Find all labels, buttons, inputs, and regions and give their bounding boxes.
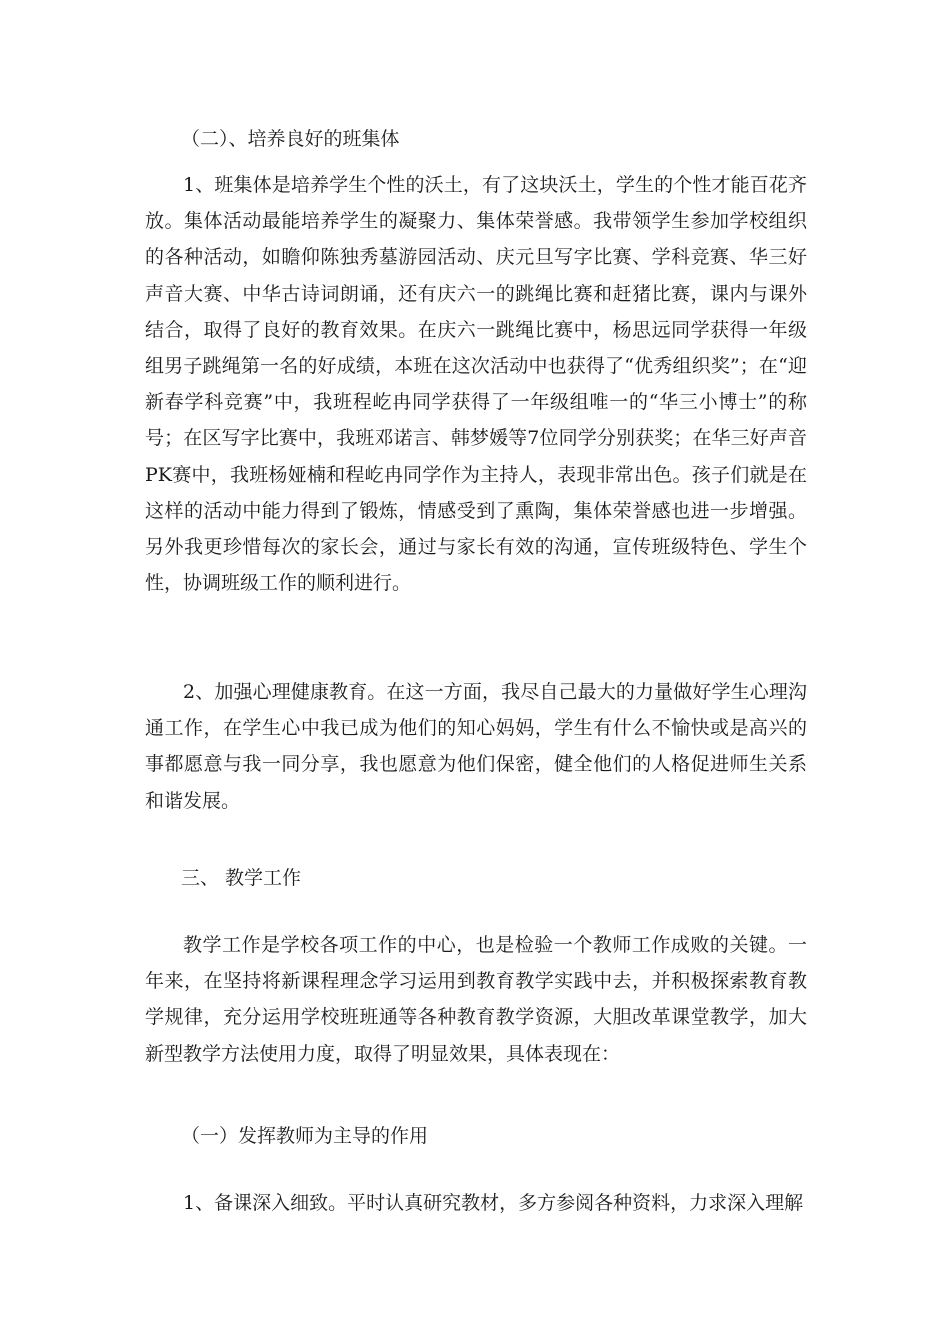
section-heading-teaching-work: 三、 教学工作: [181, 867, 302, 889]
section-heading-class-building: （二）、培养良好的班集体: [181, 128, 400, 150]
paragraph-teaching-work: 教学工作是学校各项工作的中心，也是检验一个教师工作成败的关键。一年来，在坚持将新课程理念学习运用到教育教学实践中去，并积极探索教育教学规律，充分运用学校班班通等各种教育教学资源，大胆改革课堂教学，加大新型教学方法使用力度，取得了明显效果，具体表现在：: [145, 934, 807, 1065]
paragraph-class-collective: 1、班集体是培养学生个性的沃土，有了这块沃土，学生的个性才能百花齐放。集体活动最能培养学生的凝聚力、集体荣誉感。我带领学生参加学校组织的各种活动，如瞻仰陈独秀墓游园活动、庆元旦写字比赛、学科竞赛、华三好声音大赛、中华古诗词朗诵，还有庆六一的跳绳比赛和赶猪比赛，课内与课外结合，取得了良好的教育效果。在庆六一跳绳比赛中，杨思远同学获得一年级组男子跳绳第一名的好成绩，本班在这次活动中也获得了“优秀组织奖”；在“迎新春学科竞赛”中，我班程屹冉同学获得了一年级组唯一的“华三小博士”的称号；在区写字比赛中，我班邓诺言、韩梦媛等7位同学分别获奖；在华三好声音PK赛中，我班杨娅楠和程屹冉同学作为主持人，表现非常出色。孩子们就是在这样的活动中能力得到了锻炼，情感受到了熏陶，集体荣誉感也进一步增强。另外我更珍惜每次的家长会，通过与家长有效的沟通，宣传班级特色、学生个性，协调班级工作的顺利进行。: [145, 174, 807, 595]
paragraph-lesson-prep: 1、备课深入细致。平时认真研究教材，多方参阅各种资料，力求深入理解: [183, 1192, 804, 1214]
section-heading-teacher-leading: （一）发挥教师为主导的作用: [181, 1125, 429, 1147]
paragraph-mental-health: 2、加强心理健康教育。在这一方面，我尽自己最大的力量做好学生心理沟通工作，在学生心中我已成为他们的知心妈妈，学生有什么不愉快或是高兴的事都愿意与我一同分享，我也愿意为他们保密，健全他们的人格促进师生关系和谐发展。: [145, 681, 807, 812]
